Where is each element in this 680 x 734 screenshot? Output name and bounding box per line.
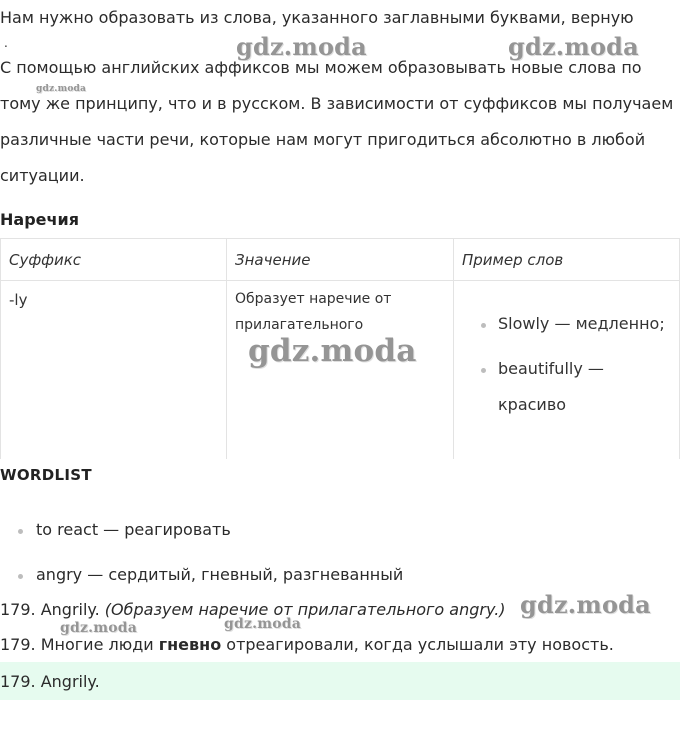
watermark-logo: gdz.moda — [36, 84, 87, 94]
bullet-icon — [18, 529, 23, 534]
final-answer: 179. Angrily. — [0, 672, 100, 691]
example-item: beautifully — — [498, 359, 604, 378]
final-answer-box — [0, 662, 680, 700]
table-col-divider — [226, 239, 227, 459]
answer-line-1 — [0, 600, 506, 619]
section-title-adverbs: Наречия — [0, 210, 79, 229]
wordlist-item: to react — реагировать — [36, 520, 231, 539]
intro-line-2: С помощью английских аффиксов мы можем образовывать новые слова по — [0, 58, 642, 77]
wordlist-item: angry — сердитый, гневный, разгневанный — [36, 565, 404, 584]
bullet-icon — [481, 323, 486, 328]
table-header-row — [1, 239, 680, 281]
watermark-logo: gdz.moda — [508, 32, 639, 61]
intro-line-5: ситуации. — [0, 166, 85, 185]
answer-keyword: гневно — [158, 635, 222, 654]
table-header-suffix: Суффикс — [9, 251, 82, 269]
table-header-meaning: Значение — [235, 251, 311, 269]
watermark-logo: gdz.moda — [520, 590, 651, 619]
bullet-icon — [18, 574, 23, 579]
watermark-logo: gdz.moda — [60, 620, 138, 636]
bullet-icon — [481, 368, 486, 373]
answer-text-end: отреагировали, когда услышали эту новость. — [226, 635, 614, 654]
table-header-examples: Пример слов — [462, 251, 564, 269]
answer-number: 179. Angrily. — [0, 600, 100, 619]
watermark-logo: gdz.moda — [248, 333, 417, 369]
wordlist-title: WORDLIST — [0, 466, 92, 484]
suffix-table — [0, 238, 680, 459]
example-item: Slowly — медленно; — [498, 314, 665, 333]
intro-line-1-dot: . — [4, 36, 8, 50]
answer-note: (Образуем наречие от прилагательного angry.) — [104, 600, 506, 619]
answer-text-start: 179. Многие люди — [0, 635, 154, 654]
answer-line-2 — [0, 635, 614, 654]
table-cell-suffix: -ly — [9, 291, 28, 309]
table-cell-meaning-2: прилагательного — [235, 317, 364, 333]
intro-line-4: различные части речи, которые нам могут пригодиться абсолютно в любой — [0, 130, 646, 149]
watermark-logo: gdz.moda — [236, 32, 367, 61]
watermark-logo: gdz.moda — [224, 616, 302, 632]
example-item-cont: красиво — [498, 395, 567, 414]
table-col-divider — [453, 239, 454, 459]
intro-line-1: Нам нужно образовать из слова, указанного заглавными буквами, верную — [0, 8, 634, 27]
intro-line-3: тому же принципу, что и в русском. В зависимости от суффиксов мы получаем — [0, 94, 674, 113]
table-cell-meaning-1: Образует наречие от — [235, 291, 392, 307]
